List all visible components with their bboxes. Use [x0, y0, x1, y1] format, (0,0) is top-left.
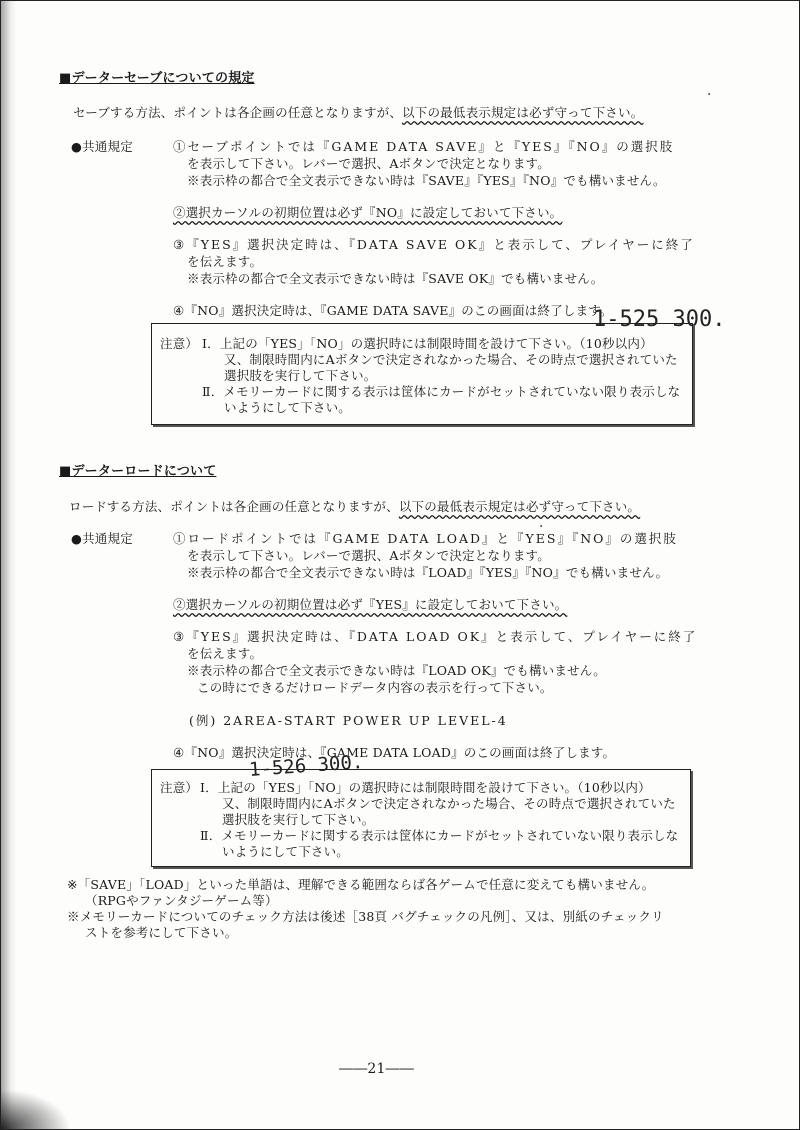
- save-rule-2: ②選択カーソルの初期位置は必ず『NO』に設定しておいて下さい。: [173, 205, 563, 220]
- save-note-label: 注意）: [160, 336, 199, 351]
- load-example: (例) 2AREA-START POWER UP LEVEL-4: [189, 713, 508, 728]
- save-rule-1a: ①セーブポイントでは『GAME DATA SAVE』と『YES』『NO』の選択肢: [173, 139, 675, 154]
- load-note-i-2: 又、制限時間内にAボタンで決定されなかった場合、その時点で選択されていた: [222, 796, 676, 811]
- save-note-i-1: Ⅰ．上記の「YES」「NO」の選択時には制限時間を設けて下さい。（10秒以内）: [202, 336, 653, 351]
- load-note-ii-1: Ⅱ．メモリーカードに関する表示は筐体にカードがセットされていない限り表示しな: [200, 828, 679, 843]
- save-intro-emphasis: 以下の最低表示規定は必ず守って下さい。: [402, 105, 644, 120]
- footnote-2b: ストを参考にして下さい。: [85, 925, 238, 940]
- save-rule-3a: ③『YES』選択決定時は、『DATA SAVE OK』と表示して、プレイヤーに終了: [173, 237, 695, 252]
- save-stamp: 1-525 300.: [593, 307, 726, 332]
- save-note-box: [151, 323, 693, 425]
- load-rule-1a: ①ロードポイントでは『GAME DATA LOAD』と『YES』『NO』の選択肢: [173, 531, 678, 546]
- load-rule-1b: を表示して下さい。レバーで選択、Aボタンで決定となります。: [187, 548, 550, 563]
- load-intro: [69, 499, 640, 515]
- save-note-ii-2: いようにして下さい。: [224, 400, 352, 415]
- footnote-2a: ※メモリーカードについてのチェック方法は後述［38頁 バグチェックの凡例］、又は、別紙のチェックリ: [67, 909, 664, 924]
- load-note-i-1: Ⅰ．上記の「YES」「NO」の選択時には制限時間を設けて下さい。（10秒以内）: [200, 780, 651, 795]
- load-rule-3a: ③『YES』選択決定時は、『DATA LOAD OK』と表示して、プレイヤーに終了: [173, 629, 698, 644]
- load-rule-3d: この時にできるだけロードデータ内容の表示を行って下さい。: [197, 680, 553, 695]
- load-rule-1c: ※表示枠の都合で全文表示できない時は『LOAD』『YES』『NO』でも構いません。: [187, 565, 669, 580]
- footnote-1a: ※「SAVE」「LOAD」といった単語は、理解できる範囲ならば各ゲームで任意に変えても構いません。: [67, 877, 655, 892]
- load-note-i-3: 選択肢を実行して下さい。: [222, 812, 375, 827]
- load-heading: ■データーロードについて: [59, 464, 217, 479]
- save-heading: ■データーセーブについての規定: [59, 71, 255, 86]
- save-note-i-3: 選択肢を実行して下さい。: [224, 368, 377, 383]
- load-note-box: [151, 769, 691, 867]
- save-rule-3c: ※表示枠の都合で全文表示できない時は『SAVE OK』でも構いません。: [187, 271, 604, 286]
- load-note-label: 注意）: [160, 780, 199, 795]
- save-rule-4: ④『NO』選択決定時は、『GAME DATA SAVE』のこの画面は終了します。: [173, 303, 613, 318]
- scan-speck-2: ·: [539, 519, 544, 535]
- load-rule-2: ②選択カーソルの初期位置は必ず『YES』に設定しておいて下さい。: [173, 597, 568, 612]
- load-common-label: ●共通規定: [71, 531, 133, 546]
- page-number: ――21――: [339, 1061, 415, 1077]
- load-note-ii-2: いようにして下さい。: [222, 844, 350, 859]
- scan-shadow-left: [1, 1, 17, 1129]
- load-rule-3c: ※表示枠の都合で全文表示できない時は『LOAD OK』でも構いません。: [187, 663, 606, 678]
- save-intro-plain: セーブする方法、ポイントは各企画の任意となりますが、: [73, 105, 403, 120]
- load-stamp: 1-526 300.: [248, 751, 365, 781]
- load-rule-4: ④『NO』選択決定時は、『GAME DATA LOAD』のこの画面は終了します。: [173, 745, 616, 760]
- load-intro-plain: ロードする方法、ポイントは各企画の任意となりますが、: [69, 499, 399, 514]
- footnote-1b: （RPGやファンタジーゲーム等）: [85, 893, 278, 908]
- save-rule-1c: ※表示枠の都合で全文表示できない時は『SAVE』『YES』『NO』でも構いません。: [187, 173, 666, 188]
- scan-shadow-corner: [1, 1089, 71, 1129]
- save-note-i-2: 又、制限時間内にAボタンで決定されなかった場合、その時点で選択されていた: [224, 352, 678, 367]
- load-rule-3b: を伝えます。: [187, 646, 263, 661]
- save-note-ii-1: Ⅱ．メモリーカードに関する表示は筐体にカードがセットされていない限り表示しな: [202, 384, 681, 399]
- save-rule-1b: を表示して下さい。レバーで選択、Aボタンで決定となります。: [187, 156, 550, 171]
- load-intro-emphasis: 以下の最低表示規定は必ず守って下さい。: [398, 499, 641, 514]
- save-intro: [73, 105, 643, 121]
- save-rule-3b: を伝えます。: [187, 254, 263, 269]
- scan-speck: ·: [707, 87, 712, 103]
- save-common-label: ●共通規定: [71, 139, 133, 154]
